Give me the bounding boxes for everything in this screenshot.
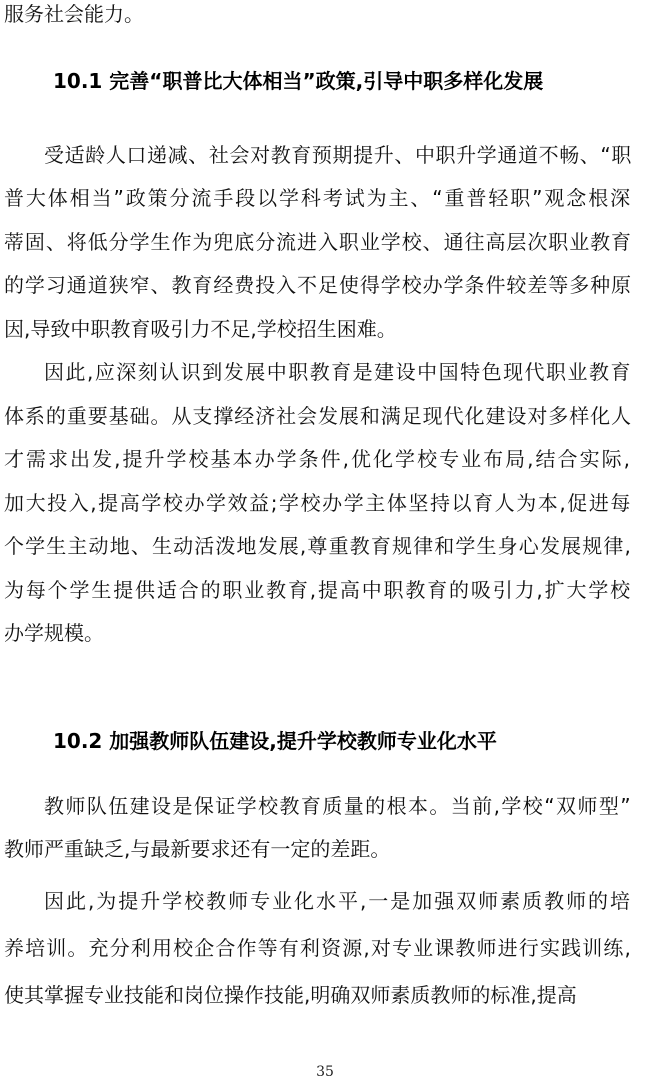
text-line: 加大投入,提高学校办学效益;学校办学主体坚持以育人为本,促进每 — [4, 491, 632, 515]
text-line: 养培训。充分利用校企合作等有利资源,对专业课教师进行实践训练, — [4, 936, 632, 960]
text-line: 使其掌握专业技能和岗位操作技能,明确双师素质教师的标准,提高 — [4, 983, 577, 1007]
text-line: 的学习通道狭窄、教育经费投入不足使得学校办学条件较差等多种原 — [4, 273, 632, 297]
text-line: 个学生主动地、生动活泼地发展,尊重教育规律和学生身心发展规律, — [4, 534, 632, 558]
text-line: 受适龄人口递减、社会对教育预期提升、中职升学通道不畅、“职 — [44, 143, 632, 167]
text-line: 因此,应深刻认识到发展中职教育是建设中国特色现代职业教育 — [44, 360, 632, 384]
page-number: 35 — [316, 1064, 334, 1080]
text-line: 体系的重要基础。从支撑经济社会发展和满足现代化建设对多样化人 — [4, 404, 632, 428]
text-line: 因此,为提升学校教师专业化水平,一是加强双师素质教师的培 — [44, 889, 632, 913]
section-heading-10-1: 10.1 完善“职普比大体相当”政策,引导中职多样化发展 — [53, 69, 544, 93]
text-line: 教师队伍建设是保证学校教育质量的根本。当前,学校“双师型” — [44, 794, 632, 818]
text-line: 才需求出发,提升学校基本办学条件,优化学校专业布局,结合实际, — [4, 447, 632, 471]
section-heading-10-2: 10.2 加强教师队伍建设,提升学校教师专业化水平 — [53, 729, 497, 753]
text-line: 办学规模。 — [4, 621, 104, 645]
text-line: 因,导致中职教育吸引力不足,学校招生困难。 — [4, 317, 397, 341]
text-line: 为每个学生提供适合的职业教育,提高中职教育的吸引力,扩大学校 — [4, 578, 633, 602]
text-line: 教师严重缺乏,与最新要求还有一定的差距。 — [4, 837, 391, 861]
text-line: 普大体相当”政策分流手段以学科考试为主、“重普轻职”观念根深 — [4, 186, 632, 210]
text-line: 服务社会能力。 — [4, 2, 144, 26]
text-line: 蒂固、将低分学生作为兜底分流进入职业学校、通往高层次职业教育 — [4, 230, 632, 254]
